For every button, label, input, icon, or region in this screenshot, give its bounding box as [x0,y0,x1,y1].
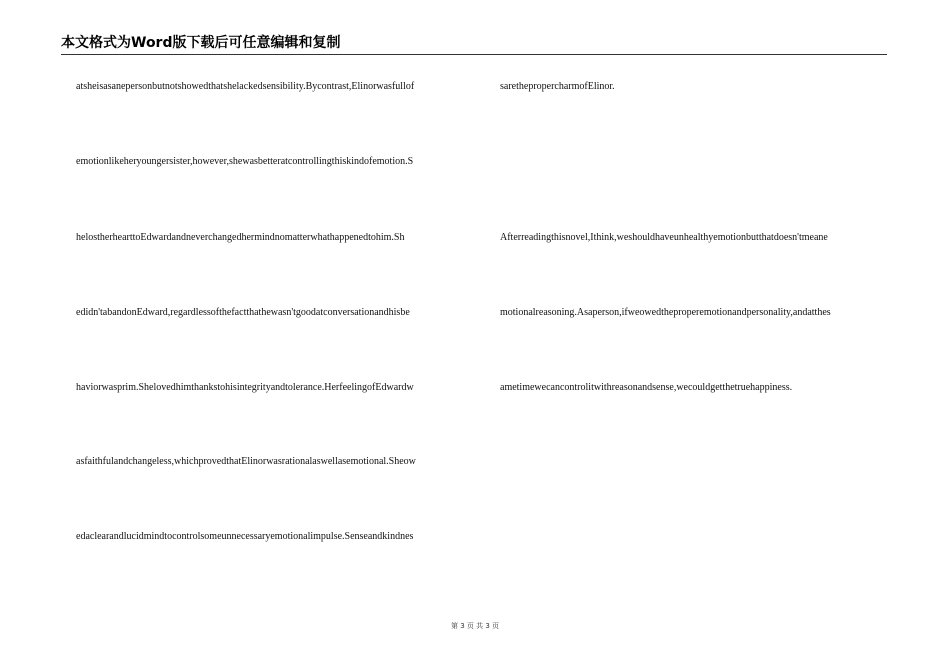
page-number-footer: 第 3 页 共 3 页 [450,622,500,630]
text-line: ametimewecancontrolitwithreasonandsense,wecouldgetthetruehappiness. [500,382,793,393]
text-line: edaclearandlucidmindtocontrolsomeunnecessaryemotionalimpulse.Senseandkindnes [76,531,414,542]
header-title: 本文格式为Word版下载后可任意编辑和复制 [61,35,341,51]
text-line: motionalreasoning.Asaperson,ifweowedtheproperemotionandpersonality,andatthes [500,307,831,318]
text-line: sarethepropercharmofElinor. [500,81,615,92]
text-line: edidn'tabandonEdward,regardlessofthefactthathewasn'tgoodatconversationandhisbe [76,307,410,318]
text-line: asfaithfulandchangeless,whichprovedthatElinorwasrationalaswellasemotional.Sheow [76,456,416,467]
text-line: atsheisasanepersonbutnotshowedthatshelackedsensibility.Bycontrast,Elinorwasfullof [76,81,415,92]
text-line: helostherhearttoEdwardandneverchangedhermindnomatterwhathappenedtohim.Sh [76,232,405,243]
text-line: haviorwasprim.Shelovedhimthankstohisintegrityandtolerance.HerfeelingofEdwardw [76,382,414,393]
page-header [61,34,887,55]
text-line: emotionlikeheryoungersister,however,shewasbetteratcontrollingthiskindofemotion.S [76,156,414,167]
text-line: Afterreadingthisnovel,Ithink,weshouldhaveunhealthyemotionbutthatdoesn'tmeane [500,232,828,243]
